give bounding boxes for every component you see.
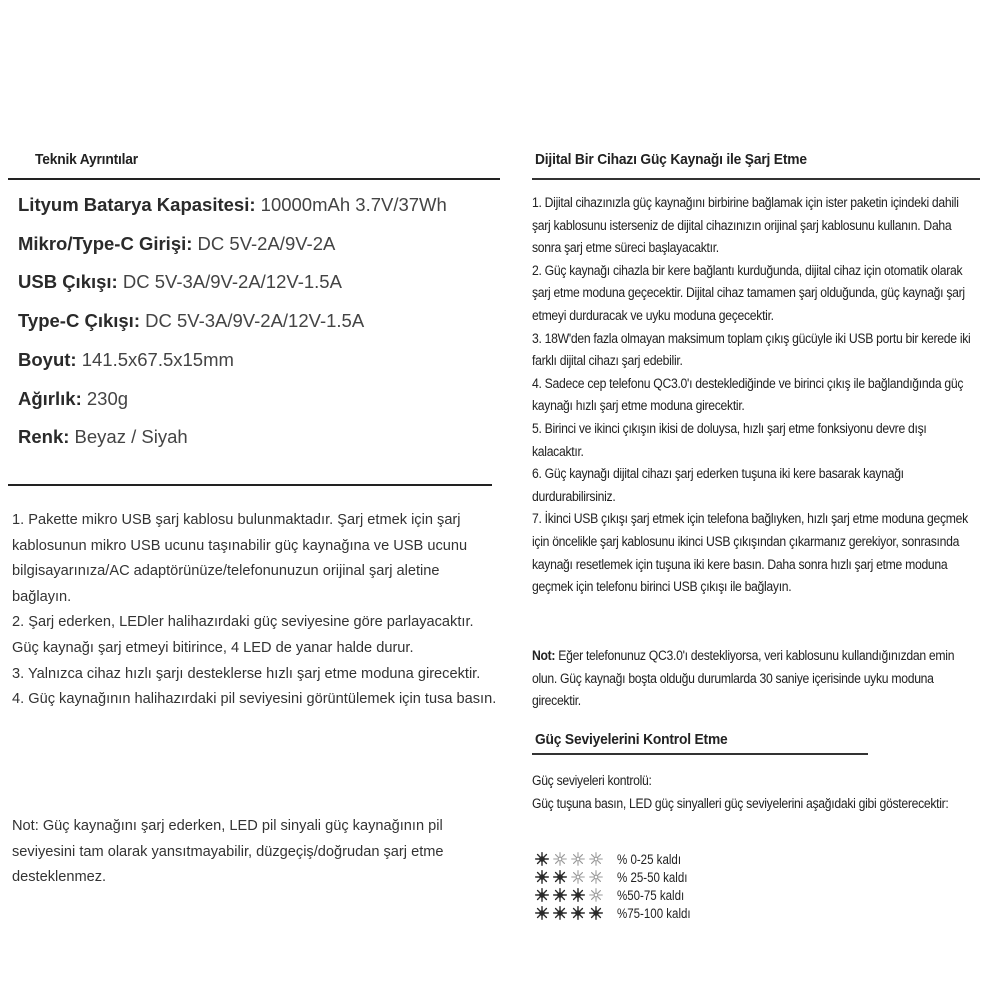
step-item: 4. Sadece cep telefonu QC3.0'ı desteklediğinde ve birinci çıkış ile bağlandığında güç kaynağı hızlı şarj etme moduna girecektir. [532, 375, 964, 415]
led-on-icon [553, 870, 567, 884]
step-item: 1. Dijital cihazınızla güç kaynağını birbirine bağlamak için ister paketin içindeki dahili şarj kablosunu isterseniz de dijital cihazınızın orijinal şarj kablosunu kullanın. Daha sonra şarj etme süreci başlayacaktır. [532, 195, 959, 257]
led-on-icon [535, 870, 549, 884]
check-line: Güç seviyeleri kontrolü: [532, 773, 652, 789]
spec-label: Boyut: [18, 349, 77, 370]
power-level-label: %50-75 kaldı [617, 887, 685, 903]
spec-label: Renk: [18, 426, 70, 447]
led-off-icon [553, 852, 567, 866]
qc-note [532, 645, 977, 713]
spec-label: USB Çıkışı: [18, 271, 118, 292]
spec-size [18, 349, 234, 371]
led-off-icon [589, 888, 603, 902]
step-item: 5. Birinci ve ikinci çıkışın ikisi de doluysa, hızlı şarj etme fonksiyonu devre dışı kalacaktır. [532, 420, 927, 460]
step-item: 2. Güç kaynağı cihazla bir kere bağlantı kurduğunda, dijital cihaz için otomatik olarak şarj etme moduna geçecektir. Dijital cihaz tamamen şarj olduğunda, güç kaynağı şarj etmeyi durduracak ve uyku moduna geçecektir. [532, 262, 965, 324]
spec-typec-output [18, 310, 364, 332]
power-levels-heading: Güç Seviyelerini Kontrol Etme [535, 731, 728, 748]
step-item: 3. 18W'den fazla olmayan maksimum toplam çıkış gücüyle iki USB portu bir kerede iki farklı dijital cihazı şarj edebilir. [532, 330, 971, 370]
check-line: Güç tuşuna basın, LED güç sinyalleri güç seviyelerini aşağıdaki gibi gösterecektir: [532, 795, 949, 812]
led-off-icon [571, 852, 585, 866]
spec-weight [18, 388, 128, 410]
spec-label: Type-C Çıkışı: [18, 310, 140, 331]
spec-label: Mikro/Type-C Girişi: [18, 233, 193, 254]
spec-value: DC 5V-3A/9V-2A/12V-1.5A [145, 310, 365, 331]
note-item: 2. Şarj ederken, LEDler halihazırdaki güç seviyesine göre parlayacaktır. Güç kaynağı şarj etmeyi bitirince, 4 LED de yanar halde durur. [12, 614, 474, 656]
spec-label: Ağırlık: [18, 388, 82, 409]
led-on-icon [553, 906, 567, 920]
power-level-label: %75-100 kaldı [617, 905, 691, 921]
power-level-label: % 25-50 kaldı [617, 869, 688, 885]
note-text: Not: Güç kaynağını şarj ederken, LED pil sinyali güç kaynağının pil seviyesini tam olarak yansıtmayabilir, düzgeçiş/doğrudan şarj etme desteklenmez. [12, 818, 444, 886]
led-off-icon [589, 870, 603, 884]
spec-value: 230g [86, 388, 129, 409]
note-item: 1. Pakette mikro USB şarj kablosu bulunmaktadır. Şarj etmek için şarj kablosunun mikro USB ucunu taşınabilir güç kaynağına ve USB ucunu bilgisayarınıza/AC adaptörünüze/telefonunuzun orijinal şarj aletine bağlayın. [12, 512, 468, 605]
note-text: Eğer telefonunuz QC3.0'ı destekliyorsa, veri kablosunu kullandığınızdan emin olun. Güç kaynağı boşta olduğu durumlarda 30 saniye içerisinde uyku moduna girecektir. [532, 648, 955, 710]
power-level-row [535, 886, 695, 904]
led-on-icon [535, 888, 549, 902]
technical-details-heading: Teknik Ayrıntılar [35, 151, 138, 168]
note-item: 4. Güç kaynağının halihazırdaki pil seviyesini görüntülemek için tusa basın. [12, 691, 497, 708]
led-on-icon [535, 852, 549, 866]
spec-battery [18, 194, 447, 216]
note-item: 3. Yalnızca cihaz hızlı şarjı desteklerse hızlı şarj etme moduna girecektir. [12, 665, 481, 682]
power-level-row [535, 868, 699, 886]
spec-input [18, 233, 335, 255]
led-on-icon [571, 906, 585, 920]
led-off-icon [571, 870, 585, 884]
led-on-icon [571, 888, 585, 902]
power-level-row [535, 904, 703, 922]
charging-heading: Dijital Bir Cihazı Güç Kaynağı ile Şarj Etme [535, 151, 807, 168]
charging-steps [532, 192, 977, 599]
led-off-icon [589, 852, 603, 866]
spec-usb-output [18, 271, 342, 293]
led-on-icon [553, 888, 567, 902]
step-item: 6. Güç kaynağı dijital cihazı şarj ederken tuşuna iki kere basarak kaynağı durdurabilirsiniz. [532, 466, 904, 505]
charging-note [12, 814, 500, 891]
spec-value: 10000mAh 3.7V/37Wh [260, 194, 447, 215]
spec-label: Lityum Batarya Kapasitesi: [18, 194, 256, 215]
led-on-icon [535, 906, 549, 920]
spec-value: DC 5V-3A/9V-2A/12V-1.5A [122, 271, 342, 292]
led-on-icon [589, 906, 603, 920]
heading-divider [8, 178, 500, 180]
power-check-instructions [532, 770, 977, 815]
heading-divider [532, 178, 980, 180]
spec-color [18, 426, 188, 448]
note-label: Not: [532, 648, 556, 664]
usage-notes [12, 508, 500, 713]
step-item: 7. İkinci USB çıkışı şarj etmek için telefona bağlıyken, hızlı şarj etme moduna geçmek için öncelikle şarj kablosunu ikinci USB çıkışından çıkarmanız gerekiyor, sonrasında kaynağı resetlemek için tuşuna iki kere basın. Daha sonra hızlı şarj etme moduna geçmek için telefonu birinci USB çıkışı ile bağlayın. [532, 511, 968, 596]
spec-value: Beyaz / Siyah [74, 426, 188, 447]
power-level-label: % 0-25 kaldı [617, 851, 682, 867]
section-divider [8, 484, 492, 486]
spec-value: 141.5x67.5x15mm [81, 349, 234, 370]
heading-divider [532, 753, 868, 755]
power-level-row [535, 850, 691, 868]
spec-value: DC 5V-2A/9V-2A [197, 233, 336, 254]
